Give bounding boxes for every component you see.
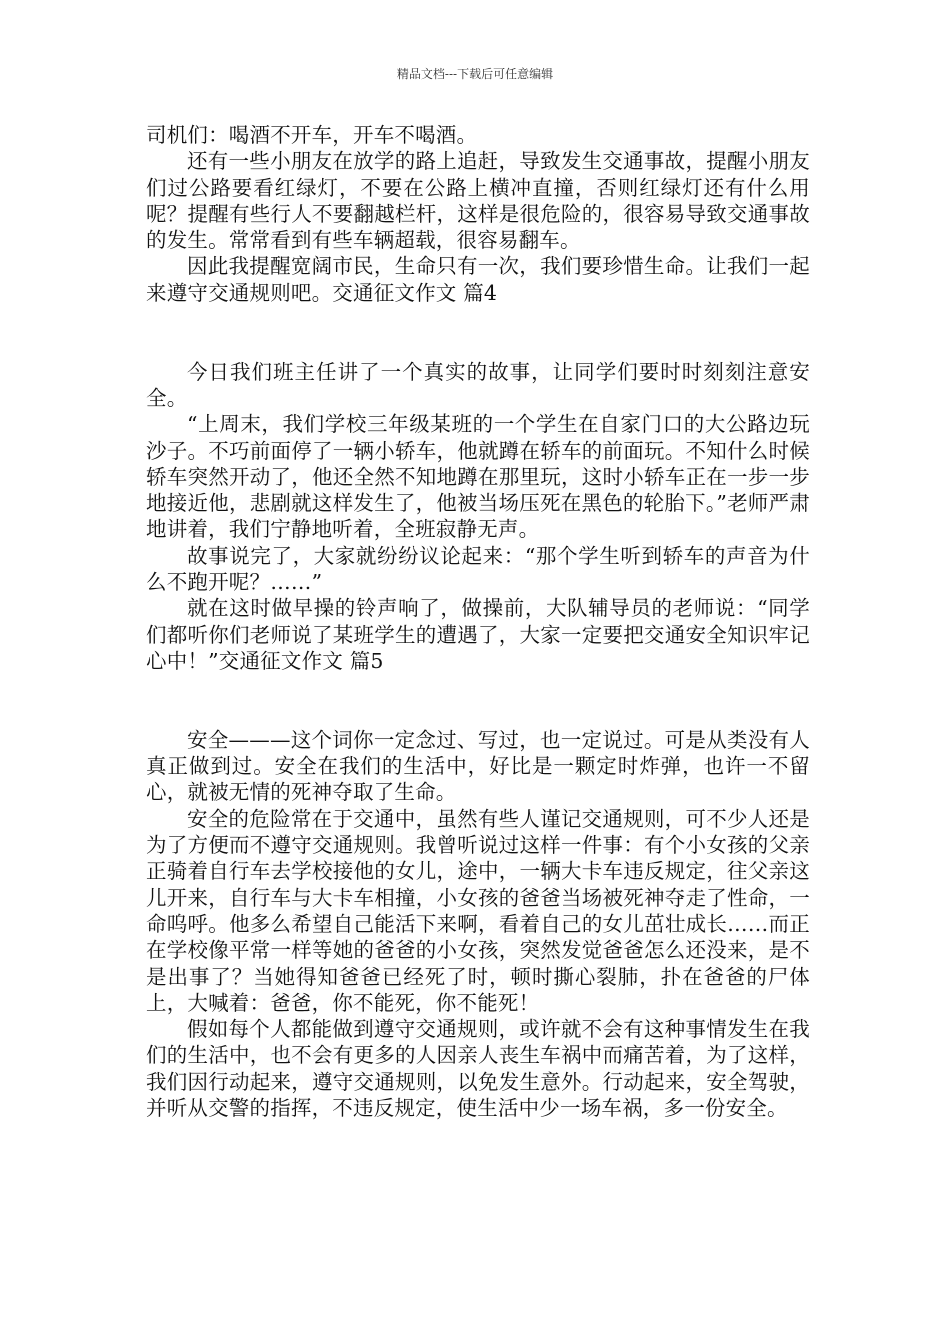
paragraph: 因此我提醒宽阔市民，生命只有一次，我们要珍惜生命。让我们一起来遵守交通规则吧。交通征文作文 篇4 (146, 254, 810, 305)
paragraph: 还有一些小朋友在放学的路上追赶，导致发生交通事故，提醒小朋友们过公路要看红绿灯，不要在公路上横冲直撞，否则红绿灯还有什么用呢？提醒有些行人不要翻越栏杆，这样是很危险的，很容易导致交通事故的发生。常常看到有些车辆超载，很容易翻车。 (146, 149, 810, 253)
document-body (146, 122, 810, 1121)
paragraph: 安全的危险常在于交通中，虽然有些人谨记交通规则，可不少人还是为了方便而不遵守交通规则。我曾听说过这样一件事：有个小女孩的父亲正骑着自行车去学校接他的女儿，途中，一辆大卡车违反规定，往父亲这儿开来，自行车与大卡车相撞，小女孩的爸爸当场被死神夺走了性命，一命呜呼。他多么希望自己能活下来啊，看着自己的女儿茁壮成长……而正在学校像平常一样等她的爸爸的小女孩，突然发觉爸爸怎么还没来，是不是出事了？当她得知爸爸已经死了时，顿时撕心裂肺，扑在爸爸的尸体上，大喊着：爸爸，你不能死，你不能死！ (146, 806, 810, 1015)
paragraph: 司机们：喝酒不开车，开车不喝酒。 (146, 123, 478, 147)
paragraph: 今日我们班主任讲了一个真实的故事，让同学们要时时刻刻注意安全。 (146, 359, 810, 410)
paragraph: “上周末，我们学校三年级某班的一个学生在自家门口的大公路边玩沙子。不巧前面停了一辆小轿车，他就蹲在轿车的前面玩。不知什么时候轿车突然开动了，他还全然不知地蹲在那里玩，这时小轿车正在一步一步地接近他，悲剧就这样发生了，他被当场压死在黑色的轮胎下。”老师严肃地讲着，我们宁静地听着，全班寂静无声。 (146, 412, 810, 542)
paragraph: 就在这时做早操的铃声响了，做操前，大队辅导员的老师说：“同学们都听你们老师说了某班学生的遭遇了，大家一定要把交通安全知识牢记心中！”交通征文作文 篇5 (146, 596, 810, 673)
paragraph: 假如每个人都能做到遵守交通规则，或许就不会有这种事情发生在我们的生活中，也不会有更多的人因亲人丧生车祸中而痛苦着，为了这样，我们因行动起来，遵守交通规则，以免发生意外。行动起来，安全驾驶，并听从交警的指挥，不违反规定，使生活中少一场车祸，多一份安全。 (146, 1017, 810, 1120)
page-header: 精品文档---下载后可任意编辑 (396, 67, 554, 81)
paragraph-spacer (146, 674, 810, 727)
paragraph: 故事说完了，大家就纷纷议论起来：“那个学生听到轿车的声音为什么不跑开呢？……” (146, 543, 810, 595)
paragraph-spacer (146, 306, 810, 359)
paragraph: 安全———这个词你一定念过、写过，也一定说过。可是从类没有人真正做到过。安全在我们的生活中，好比是一颗定时炸弹，也许一不留心，就被无情的死神夺取了生命。 (146, 727, 810, 805)
